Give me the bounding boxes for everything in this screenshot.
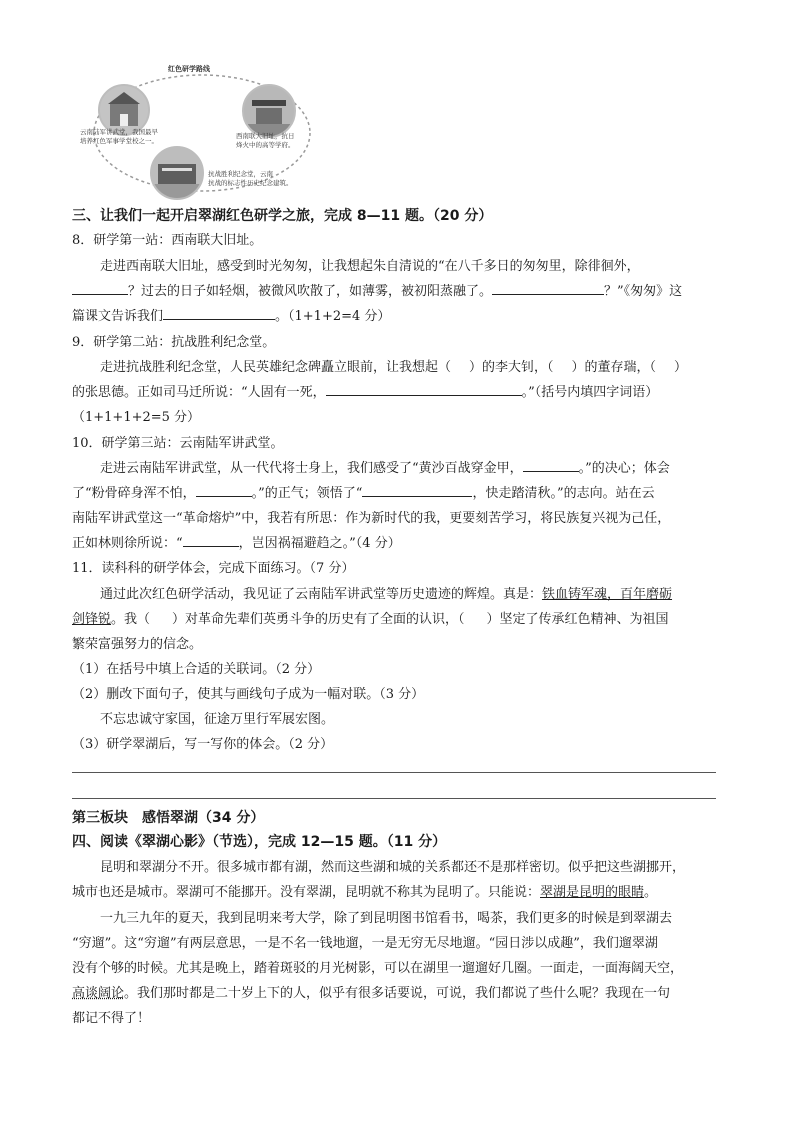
q8-line-2: [72, 280, 682, 304]
q8-line-1: 走进西南联大旧址，感受到时光匆匆，让我想起朱自清说的“在八千多日的匆匆里，除徘徊外，: [100, 259, 640, 274]
q9-line-1-c: ）的董存瑞，（: [571, 360, 657, 375]
q10-blank-3[interactable]: [362, 482, 472, 497]
q9-line-1: [100, 356, 687, 380]
q10-blank-4[interactable]: [183, 532, 239, 547]
reading-p2-line-1: 一九三九年的夏天，我到昆明来考大学，除了到昆明图书馆看书，喝茶，我们更多的时候是到翠湖去: [100, 911, 673, 926]
q11-sub-2: （2）删改下面句子，使其与画线句子成为一幅对联。（3 分）: [72, 687, 425, 702]
reading-p1-line-2-a: 城市也还是城市。翠湖可不能挪开。没有翠湖，昆明就不称其为昆明了。只能说：: [72, 885, 541, 900]
q11-underlined-couplet-b: 剑锋锐: [72, 612, 112, 627]
caption-bottom-2: 抗战的标志性历史纪念建筑。: [208, 179, 293, 187]
q10-blank-2[interactable]: [196, 482, 252, 497]
reading-p1-line-1: 昆明和翠湖分不开。很多城市都有湖，然而这些湖和城的关系都还不是那样密切。似乎把这些湖挪开，: [100, 860, 686, 875]
q8-blank-3[interactable]: [163, 305, 275, 320]
q10-line-2-c: ，快走踏清秋。”的志向。站在云: [472, 486, 655, 501]
caption-left-1: 云南陆军讲武堂，我国最早: [80, 128, 158, 136]
q10-line-1-b: 。”的决心；体会: [578, 461, 670, 476]
q10-line-2-a: 了“粉骨碎身浑不怕，: [72, 486, 196, 501]
q11-sub-1: （1）在括号中填上合适的关联词。（2 分）: [72, 662, 321, 677]
q10-line-2-b: 。”的正气；领悟了“: [251, 486, 363, 501]
q8-line-3-text-a: 篇课文告诉我们: [72, 309, 164, 324]
section-4-heading: 四、阅读《翠湖心影》（节选），完成 12—15 题。（11 分）: [72, 834, 447, 850]
q8-line-2-text-a: ？过去的日子如轻烟，被微风吹散了，如薄雾，被初阳蒸融了。: [128, 284, 493, 299]
q10-line-2: [72, 482, 655, 506]
q11-para-2-a: 。我（: [111, 612, 151, 627]
q10-blank-1[interactable]: [523, 457, 579, 472]
q9-line-2-b: 。”（括号内填四字词语）: [521, 385, 659, 400]
q9-line-1-d: ）: [674, 360, 688, 375]
caption-left-2: 培养红色军事学堂校之一。: [80, 137, 158, 145]
q10-line-3: 南陆军讲武堂这一“革命熔炉”中，我若有所思：作为新时代的我，更要刻苦学习，将民族复兴视为己任，: [72, 511, 671, 526]
q9-blank-1[interactable]: [326, 381, 522, 396]
q8-blank-2[interactable]: [492, 280, 604, 295]
study-route-diagram: [70, 58, 340, 198]
diagram-title: 红色研学路线: [168, 64, 210, 73]
q10-line-4-a: 正如林则徐所说：“: [72, 536, 183, 551]
answer-line-2[interactable]: [72, 798, 716, 799]
caption-right-1: 西南联大旧址，抗日: [236, 132, 295, 140]
q9-line-3: （1+1+1+2=5 分）: [72, 410, 201, 425]
q8-blank-1[interactable]: [72, 280, 128, 295]
answer-line-1[interactable]: [72, 772, 716, 773]
q8-title: 8．研学第一站：西南联大旧址。: [72, 233, 263, 248]
q9-line-1-b: ）的李大钊，（: [469, 360, 554, 375]
q11-para-1-a: 通过此次红色研学活动，我见证了云南陆军讲武堂等历史遗迹的辉煌。真是：: [100, 587, 543, 602]
reading-p2-line-5: 都记不得了！: [72, 1011, 151, 1026]
reading-p1-line-2: [72, 881, 657, 905]
q10-line-4: [72, 532, 401, 556]
q9-title: 9．研学第二站：抗战胜利纪念堂。: [72, 335, 276, 350]
reading-p1-line-2-b: 。: [644, 885, 658, 900]
photo-xinan-lianda: [242, 84, 296, 138]
q10-line-1-a: 走进云南陆军讲武堂，从一代代将士身上，我们感受了“黄沙百战穿金甲，: [100, 461, 523, 476]
q9-line-2-a: 的张思德。正如司马迁所说：“人固有一死，: [72, 385, 326, 400]
reading-p2-line-4-b: 。我们那时都是二十岁上下的人，似乎有很多话要说，可说，我们都说了些什么呢？我现在一句: [124, 986, 671, 1001]
q11-para-2-b: ）对革命先辈们英勇斗争的历史有了全面的认识，（: [172, 612, 465, 627]
reading-p2-line-2: “穷遛”。这“穷遛”有两层意思，一是不名一钱地遛，一是无穷无尽地遛。“园日涉以成趣”，我们遛翠湖: [72, 936, 658, 951]
q10-line-1: [100, 457, 670, 481]
block-3-heading: 第三板块 感悟翠湖（34 分）: [72, 810, 265, 826]
q8-line-2-text-b: ？”《匆匆》这: [604, 284, 683, 299]
reading-underlined-eyes: 翠湖是昆明的眼睛: [540, 885, 645, 900]
q11-para-2-c: ）坚定了传承红色精神、为祖国: [486, 612, 669, 627]
q11-para-line-1: [100, 583, 672, 607]
q11-para-line-2: [72, 608, 669, 632]
reading-p2-line-3: 没有个够的时候。尤其是晚上，踏着斑驳的月光树影，可以在湖里一遛遛好几圈。一面走，一面海阔天空，: [72, 961, 684, 976]
caption-right-2: 烽火中的高等学府。: [236, 141, 295, 149]
q11-title: 11．读科科的研学体会，完成下面练习。（7 分）: [72, 561, 355, 576]
q8-line-3-text-b: 。（1+1+2=4 分）: [275, 309, 391, 324]
section-3-heading: 三、让我们一起开启翠湖红色研学之旅，完成 8—11 题。（20 分）: [72, 208, 493, 224]
q11-sub-2-sentence: 不忘忠诚守家国，征途万里行军展宏图。: [100, 712, 335, 727]
caption-bottom-1: 抗战胜利纪念堂，云南: [208, 170, 273, 178]
q11-para-line-3: 繁荣富强努力的信念。: [72, 637, 203, 652]
q10-line-4-b: ，岂因祸福避趋之。”（4 分）: [238, 536, 401, 551]
photo-victory-hall: [150, 146, 204, 200]
q8-line-3: [72, 305, 390, 329]
q10-title: 10．研学第三站：云南陆军讲武堂。: [72, 436, 284, 451]
q9-line-2: [72, 381, 658, 405]
reading-dotted-phrase: 高谈阔论: [72, 986, 125, 1001]
q11-underlined-couplet-a: 铁血铸军魂，百年磨砺: [542, 587, 673, 602]
q9-line-1-a: 走进抗战胜利纪念堂，人民英雄纪念碑矗立眼前，让我想起（: [100, 360, 452, 375]
reading-p2-line-4: [72, 982, 670, 1006]
q11-sub-3: （3）研学翠湖后，写一写你的体会。（2 分）: [72, 737, 334, 752]
